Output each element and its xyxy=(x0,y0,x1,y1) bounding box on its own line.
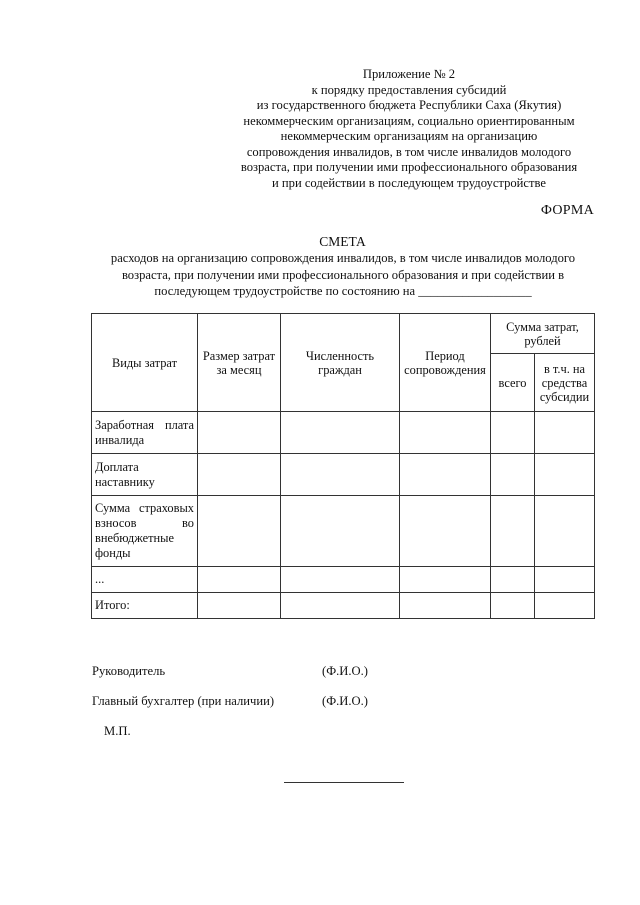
appendix-line: к порядку предоставления субсидий xyxy=(311,82,507,97)
table-row xyxy=(92,454,595,496)
table-cell[interactable] xyxy=(400,454,491,496)
appendix-header xyxy=(220,67,598,191)
appendix-line: некоммерческим организациям на организацию xyxy=(280,129,538,143)
header-support-period: Период сопровождения xyxy=(400,314,491,412)
table-cell[interactable] xyxy=(491,454,535,496)
table-cell[interactable] xyxy=(400,593,491,619)
table-cell[interactable] xyxy=(198,412,281,454)
table-cell[interactable] xyxy=(198,496,281,567)
table-cell[interactable] xyxy=(535,454,595,496)
table-cell[interactable] xyxy=(281,567,400,593)
row-label: Заработная плата инвалида xyxy=(92,412,198,454)
table-cell[interactable] xyxy=(281,412,400,454)
form-label: ФОРМА xyxy=(540,203,594,218)
subtitle-line: расходов на организацию сопровождения инвалидов, в том числе инвалидов молодого xyxy=(110,251,576,265)
table-cell[interactable] xyxy=(535,567,595,593)
header-citizens-count: Численность граждан xyxy=(281,314,400,412)
appendix-line: некоммерческим организациям, социально ориентированным xyxy=(243,113,575,128)
table-cell[interactable] xyxy=(281,454,400,496)
subtitle-line: последующем трудоустройстве по состоянию на __________________ xyxy=(154,284,532,298)
appendix-line: и при содействии в последующем трудоустройстве xyxy=(272,175,546,190)
document-title: СМЕТА xyxy=(319,234,366,249)
table-cell[interactable] xyxy=(400,496,491,567)
document-subtitle xyxy=(92,250,594,300)
table-cell[interactable] xyxy=(535,496,595,567)
signature-line xyxy=(284,782,404,783)
row-label: Доплата наставнику xyxy=(92,454,198,496)
table-cell[interactable] xyxy=(535,593,595,619)
table-cell[interactable] xyxy=(281,593,400,619)
table-cell[interactable] xyxy=(198,593,281,619)
table-cell[interactable] xyxy=(491,412,535,454)
header-total-all: всего xyxy=(491,354,535,412)
table-cell[interactable] xyxy=(198,567,281,593)
table-cell[interactable] xyxy=(400,412,491,454)
table-cell[interactable] xyxy=(491,593,535,619)
appendix-line: из государственного бюджета Республики Саха (Якутия) xyxy=(256,98,562,112)
seal-label: М.П. xyxy=(104,724,131,738)
header-monthly-cost: Размер затрат за месяц xyxy=(198,314,281,412)
row-label: Сумма страховых взносов во внебюджетные фонды xyxy=(92,496,198,567)
accountant-signature-label: Главный бухгалтер (при наличии) xyxy=(92,694,275,708)
header-total-cost: Сумма затрат, рублей xyxy=(491,314,595,354)
table-cell[interactable] xyxy=(491,496,535,567)
table-row xyxy=(92,412,595,454)
head-signature-label: Руководитель xyxy=(92,664,166,678)
table-row xyxy=(92,496,595,567)
header-incl-subsidy: в т.ч. на средства субсидии xyxy=(535,354,595,412)
row-label: ... xyxy=(92,567,198,593)
subtitle-line: возраста, при получении ими профессионального образования и при содействии в xyxy=(121,267,565,282)
table-cell[interactable] xyxy=(400,567,491,593)
table-row-total xyxy=(92,593,595,619)
appendix-line: сопровождения инвалидов, в том числе инвалидов молодого xyxy=(246,144,572,159)
header-expense-types: Виды затрат xyxy=(92,314,198,412)
table-cell[interactable] xyxy=(491,567,535,593)
head-name-placeholder: (Ф.И.О.) xyxy=(322,664,368,678)
appendix-line: возраста, при получении ими профессионального образования xyxy=(240,160,578,174)
table-cell[interactable] xyxy=(281,496,400,567)
table-cell[interactable] xyxy=(198,454,281,496)
appendix-line: Приложение № 2 xyxy=(362,67,456,81)
accountant-name-placeholder: (Ф.И.О.) xyxy=(322,694,368,708)
cost-estimate-table xyxy=(91,313,595,619)
table-row xyxy=(92,567,595,593)
row-label-total: Итого: xyxy=(92,593,198,619)
table-cell[interactable] xyxy=(535,412,595,454)
